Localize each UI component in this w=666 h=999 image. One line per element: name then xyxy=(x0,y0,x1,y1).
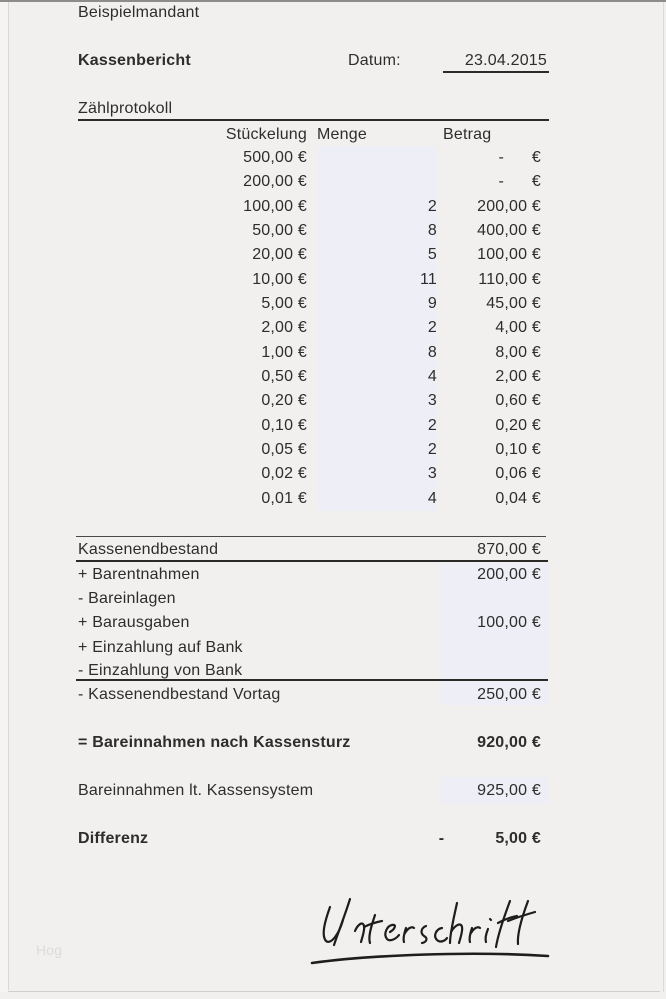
table-row xyxy=(0,389,666,413)
table-row xyxy=(0,462,666,486)
quantity-cell: 4 xyxy=(427,489,437,507)
summary-value: 250,00 € xyxy=(477,686,541,703)
section-title: Zählprotokoll xyxy=(78,100,173,117)
denomination-cell: 0,05 € xyxy=(261,440,307,458)
denomination-cell: 1,00 € xyxy=(261,343,307,361)
summary-label: - Kassenendbestand Vortag xyxy=(78,686,281,703)
signature-image xyxy=(300,875,565,975)
system-row xyxy=(0,779,666,803)
table-row xyxy=(0,414,666,438)
result-value: 920,00 € xyxy=(477,734,541,751)
summary-value: 100,00 € xyxy=(477,614,541,631)
quantity-cell: 8 xyxy=(427,343,437,361)
table-row xyxy=(0,438,666,462)
denomination-cell: 200,00 € xyxy=(243,173,307,191)
amount-cell: 0,20 € xyxy=(495,416,541,434)
amount-cell: - € xyxy=(498,149,541,166)
report-title: Kassenbericht xyxy=(78,52,191,69)
table-row xyxy=(0,268,666,292)
table-row xyxy=(0,316,666,340)
summary-label: - Einzahlung von Bank xyxy=(78,662,243,679)
amount-cell: 45,00 € xyxy=(486,294,541,312)
quantity-cell: 2 xyxy=(427,440,437,458)
denomination-cell: 5,00 € xyxy=(261,294,307,312)
table-row xyxy=(0,195,666,219)
amount-cell: 0,04 € xyxy=(495,489,541,507)
denomination-cell: 2,00 € xyxy=(261,319,307,337)
quantity-cell: 2 xyxy=(427,416,437,434)
header-denomination: Stückelung xyxy=(225,126,307,143)
amount-cell: - € xyxy=(498,173,541,191)
quantity-cell: 2 xyxy=(427,319,437,337)
denomination-cell: 0,10 € xyxy=(261,416,307,434)
denomination-cell: 500,00 € xyxy=(243,149,307,166)
quantity-cell: 8 xyxy=(427,221,437,239)
result-label: = Bareinnahmen nach Kassensturz xyxy=(78,734,351,751)
summary-label: Kassenendbestand xyxy=(78,541,219,558)
table-row xyxy=(0,487,666,511)
quantity-cell: 2 xyxy=(427,197,437,215)
table-header-row xyxy=(0,123,666,147)
system-label: Bareinnahmen lt. Kassensystem xyxy=(78,782,314,799)
summary-label: + Barausgaben xyxy=(78,614,190,631)
amount-cell: 200,00 € xyxy=(477,197,541,215)
amount-cell: 0,10 € xyxy=(495,440,541,458)
system-value: 925,00 € xyxy=(477,782,541,799)
summary-label: + Barentnahmen xyxy=(78,566,200,583)
denomination-cell: 0,01 € xyxy=(261,489,307,507)
result-row xyxy=(0,731,666,755)
quantity-cell: 4 xyxy=(427,367,437,385)
difference-label: Differenz xyxy=(78,830,149,847)
table-row xyxy=(0,170,666,194)
denomination-cell: 0,20 € xyxy=(261,392,307,410)
date-label: Datum: xyxy=(348,52,401,69)
summary-value: 870,00 € xyxy=(477,541,541,558)
header-quantity: Menge xyxy=(317,126,367,143)
difference-row xyxy=(0,827,666,851)
section-underline xyxy=(78,119,549,121)
amount-cell: 0,60 € xyxy=(495,392,541,410)
amount-cell: 110,00 € xyxy=(478,270,541,288)
amount-cell: 100,00 € xyxy=(477,246,541,264)
amount-cell: 2,00 € xyxy=(495,367,541,385)
quantity-cell: 3 xyxy=(427,392,437,410)
summary-label: + Einzahlung auf Bank xyxy=(78,639,243,656)
amount-cell: 0,06 € xyxy=(495,465,541,483)
denomination-cell: 20,00 € xyxy=(252,246,307,264)
header-amount: Betrag xyxy=(443,126,492,143)
summary-row xyxy=(0,611,666,635)
summary-label: - Bareinlagen xyxy=(78,590,176,607)
amount-cell: 8,00 € xyxy=(495,343,541,361)
rule-above-endbestand xyxy=(76,536,546,537)
summary-row xyxy=(0,587,666,611)
date-underline xyxy=(443,71,549,73)
quantity-cell: 11 xyxy=(419,270,437,288)
denomination-cell: 10,00 € xyxy=(252,270,307,288)
denomination-cell: 0,02 € xyxy=(261,465,307,483)
quantity-cell: 9 xyxy=(427,294,437,312)
summary-row xyxy=(0,659,666,683)
amount-cell: 4,00 € xyxy=(495,319,541,337)
summary-row xyxy=(0,538,666,562)
quantity-cell: 5 xyxy=(427,246,437,264)
denomination-cell: 100,00 € xyxy=(243,197,307,215)
watermark-text: Hog xyxy=(36,942,63,958)
quantity-cell: 3 xyxy=(427,465,437,483)
denomination-cell: 50,00 € xyxy=(252,221,307,239)
summary-value: 200,00 € xyxy=(477,566,541,583)
table-row xyxy=(0,146,666,170)
table-row xyxy=(0,365,666,389)
count-table xyxy=(0,146,666,511)
summary-row xyxy=(0,683,666,707)
company-name: Beispielmandant xyxy=(78,4,200,21)
denomination-cell: 0,50 € xyxy=(261,367,307,385)
table-row xyxy=(0,219,666,243)
date-value: 23.04.2015 xyxy=(464,52,547,69)
table-row xyxy=(0,292,666,316)
table-row xyxy=(0,243,666,267)
amount-cell: 400,00 € xyxy=(477,221,541,239)
summary-row xyxy=(0,563,666,587)
scan-edge-bottom xyxy=(8,991,660,992)
summary-row xyxy=(0,636,666,660)
table-row xyxy=(0,341,666,365)
difference-value: - 5,00 € xyxy=(438,830,541,847)
